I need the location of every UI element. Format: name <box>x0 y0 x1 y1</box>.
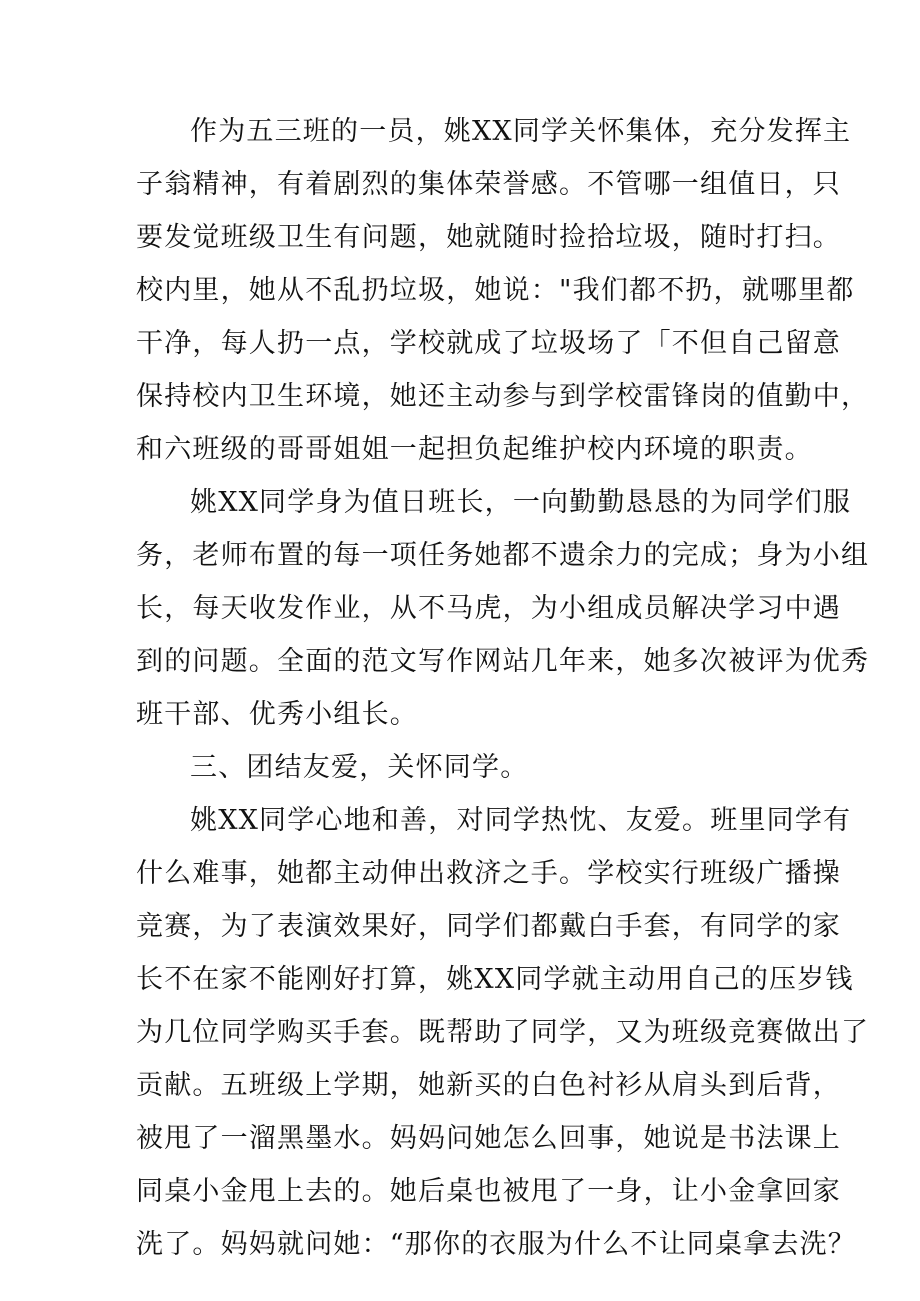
paragraph-1-line-2: 子翁精神，有着剧烈的集体荣誉感。不管哪一组值日，只 <box>136 169 841 200</box>
paragraph-3-line-3: 竞赛，为了表演效果好，同学们都戴白手套，有同学的家 <box>136 911 841 942</box>
paragraph-3-line-7: 被甩了一溜黑墨水。妈妈问她怎么回事，她说是书法课上 <box>136 1123 841 1154</box>
paragraph-3-line-6: 贡献。五班级上学期，她新买的白色衬衫从肩头到后背， <box>136 1070 841 1101</box>
paragraph-3-line-9: 洗了。妈妈就问她：“那你的衣服为什么不让同桌拿去洗？ <box>136 1229 857 1260</box>
paragraph-3-line-4: 长不在家不能刚好打算，姚XX同学就主动用自己的压岁钱 <box>136 964 854 995</box>
paragraph-1-line-6: 保持校内卫生环境，她还主动参与到学校雷锋岗的值勤中， <box>136 381 870 412</box>
section-heading: 三、团结友爱，关怀同学。 <box>190 752 529 783</box>
paragraph-2-line-3: 长，每天收发作业，从不马虎，为小组成员解决学习中遇 <box>136 593 841 624</box>
paragraph-1-line-3: 要发觉班级卫生有问题，她就随时捡拾垃圾，随时打扫。 <box>136 222 841 253</box>
paragraph-1-line-7: 和六班级的哥哥姐姐一起担负起维护校内环境的职责。 <box>136 434 813 465</box>
paragraph-1-line-1: 作为五三班的一员，姚XX同学关怀集体，充分发挥主 <box>190 116 852 147</box>
paragraph-1-line-5: 干净，每人扔一点，学校就成了垃圾场了「不但自己留意 <box>136 328 841 359</box>
paragraph-1-line-4: 校内里，她从不乱扔垃圾，她说："我们都不扔，就哪里都 <box>136 275 855 306</box>
paragraph-3-line-1: 姚XX同学心地和善，对同学热忱、友爱。班里同学有 <box>190 805 852 836</box>
paragraph-2-line-2: 务，老师布置的每一项任务她都不遗余力的完成；身为小组 <box>136 540 870 571</box>
paragraph-3-line-2: 什么难事，她都主动伸出救济之手。学校实行班级广播操 <box>136 858 841 889</box>
paragraph-3-line-8: 同桌小金甩上去的。她后桌也被甩了一身，让小金拿回家 <box>136 1176 841 1207</box>
paragraph-2-line-4: 到的问题。全面的范文写作网站几年来，她多次被评为优秀 <box>136 646 870 677</box>
paragraph-2-line-1: 姚XX同学身为值日班长，一向勤勤恳恳的为同学们服 <box>190 487 852 518</box>
document-body <box>136 105 870 1271</box>
paragraph-2-line-5: 班干部、优秀小组长。 <box>136 699 418 730</box>
paragraph-3-line-5: 为几位同学购买手套。既帮助了同学，又为班级竞赛做出了 <box>136 1017 870 1048</box>
